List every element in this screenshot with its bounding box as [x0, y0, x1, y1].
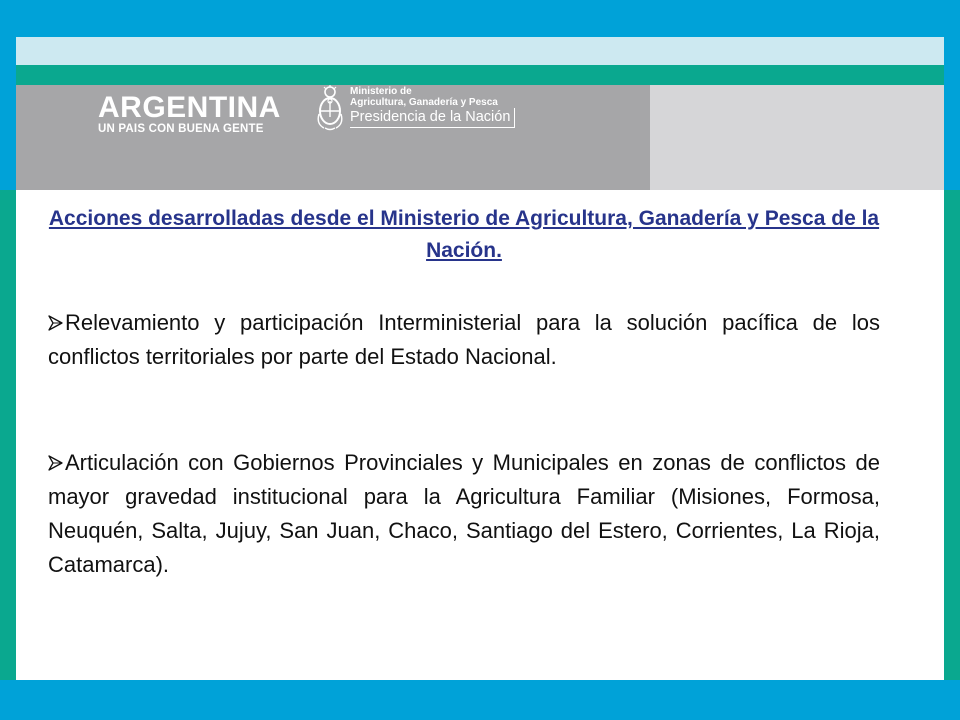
arrow-bullet-icon — [48, 315, 63, 331]
arrow-bullet-icon — [48, 455, 63, 471]
frame-left-bar — [0, 190, 16, 680]
frame-right-bar — [944, 190, 960, 680]
brand-title: ARGENTINA — [98, 91, 281, 124]
bullet-item-1 — [48, 306, 880, 374]
bullet-item-2 — [48, 446, 880, 582]
frame-bottom-band — [0, 680, 960, 720]
ministry-line-2: Agricultura, Ganadería y Pesca — [350, 97, 498, 108]
header-light-strip — [16, 37, 944, 65]
ministry-logo-text — [350, 86, 515, 128]
ministry-line-3: Presidencia de la Nación — [350, 108, 515, 128]
header-banner-right — [650, 85, 944, 190]
bullet-text-2: Articulación con Gobiernos Provinciales y Municipales en zonas de conflictos de mayor gravedad institucional para la Agricultura Familiar (Misiones, Formosa, Neuquén, Salta, Jujuy, San Juan, Chaco, Santiago del Estero, Corrientes, La Rioja, Catamarca). — [48, 450, 880, 577]
argentina-coat-of-arms-icon — [316, 84, 344, 132]
ministry-line-1: Ministerio de — [350, 86, 412, 97]
header-teal-strip — [16, 65, 944, 85]
brand-subtitle: UN PAIS CON BUENA GENTE — [98, 123, 264, 135]
slide-title: Acciones desarrolladas desde el Ministerio de Agricultura, Ganadería y Pesca de la Nación. — [48, 207, 880, 262]
bullet-text-1: Relevamiento y participación Interministerial para la solución pacífica de los conflictos territoriales por parte del Estado Nacional. — [48, 310, 880, 369]
argentina-logo — [98, 93, 281, 136]
